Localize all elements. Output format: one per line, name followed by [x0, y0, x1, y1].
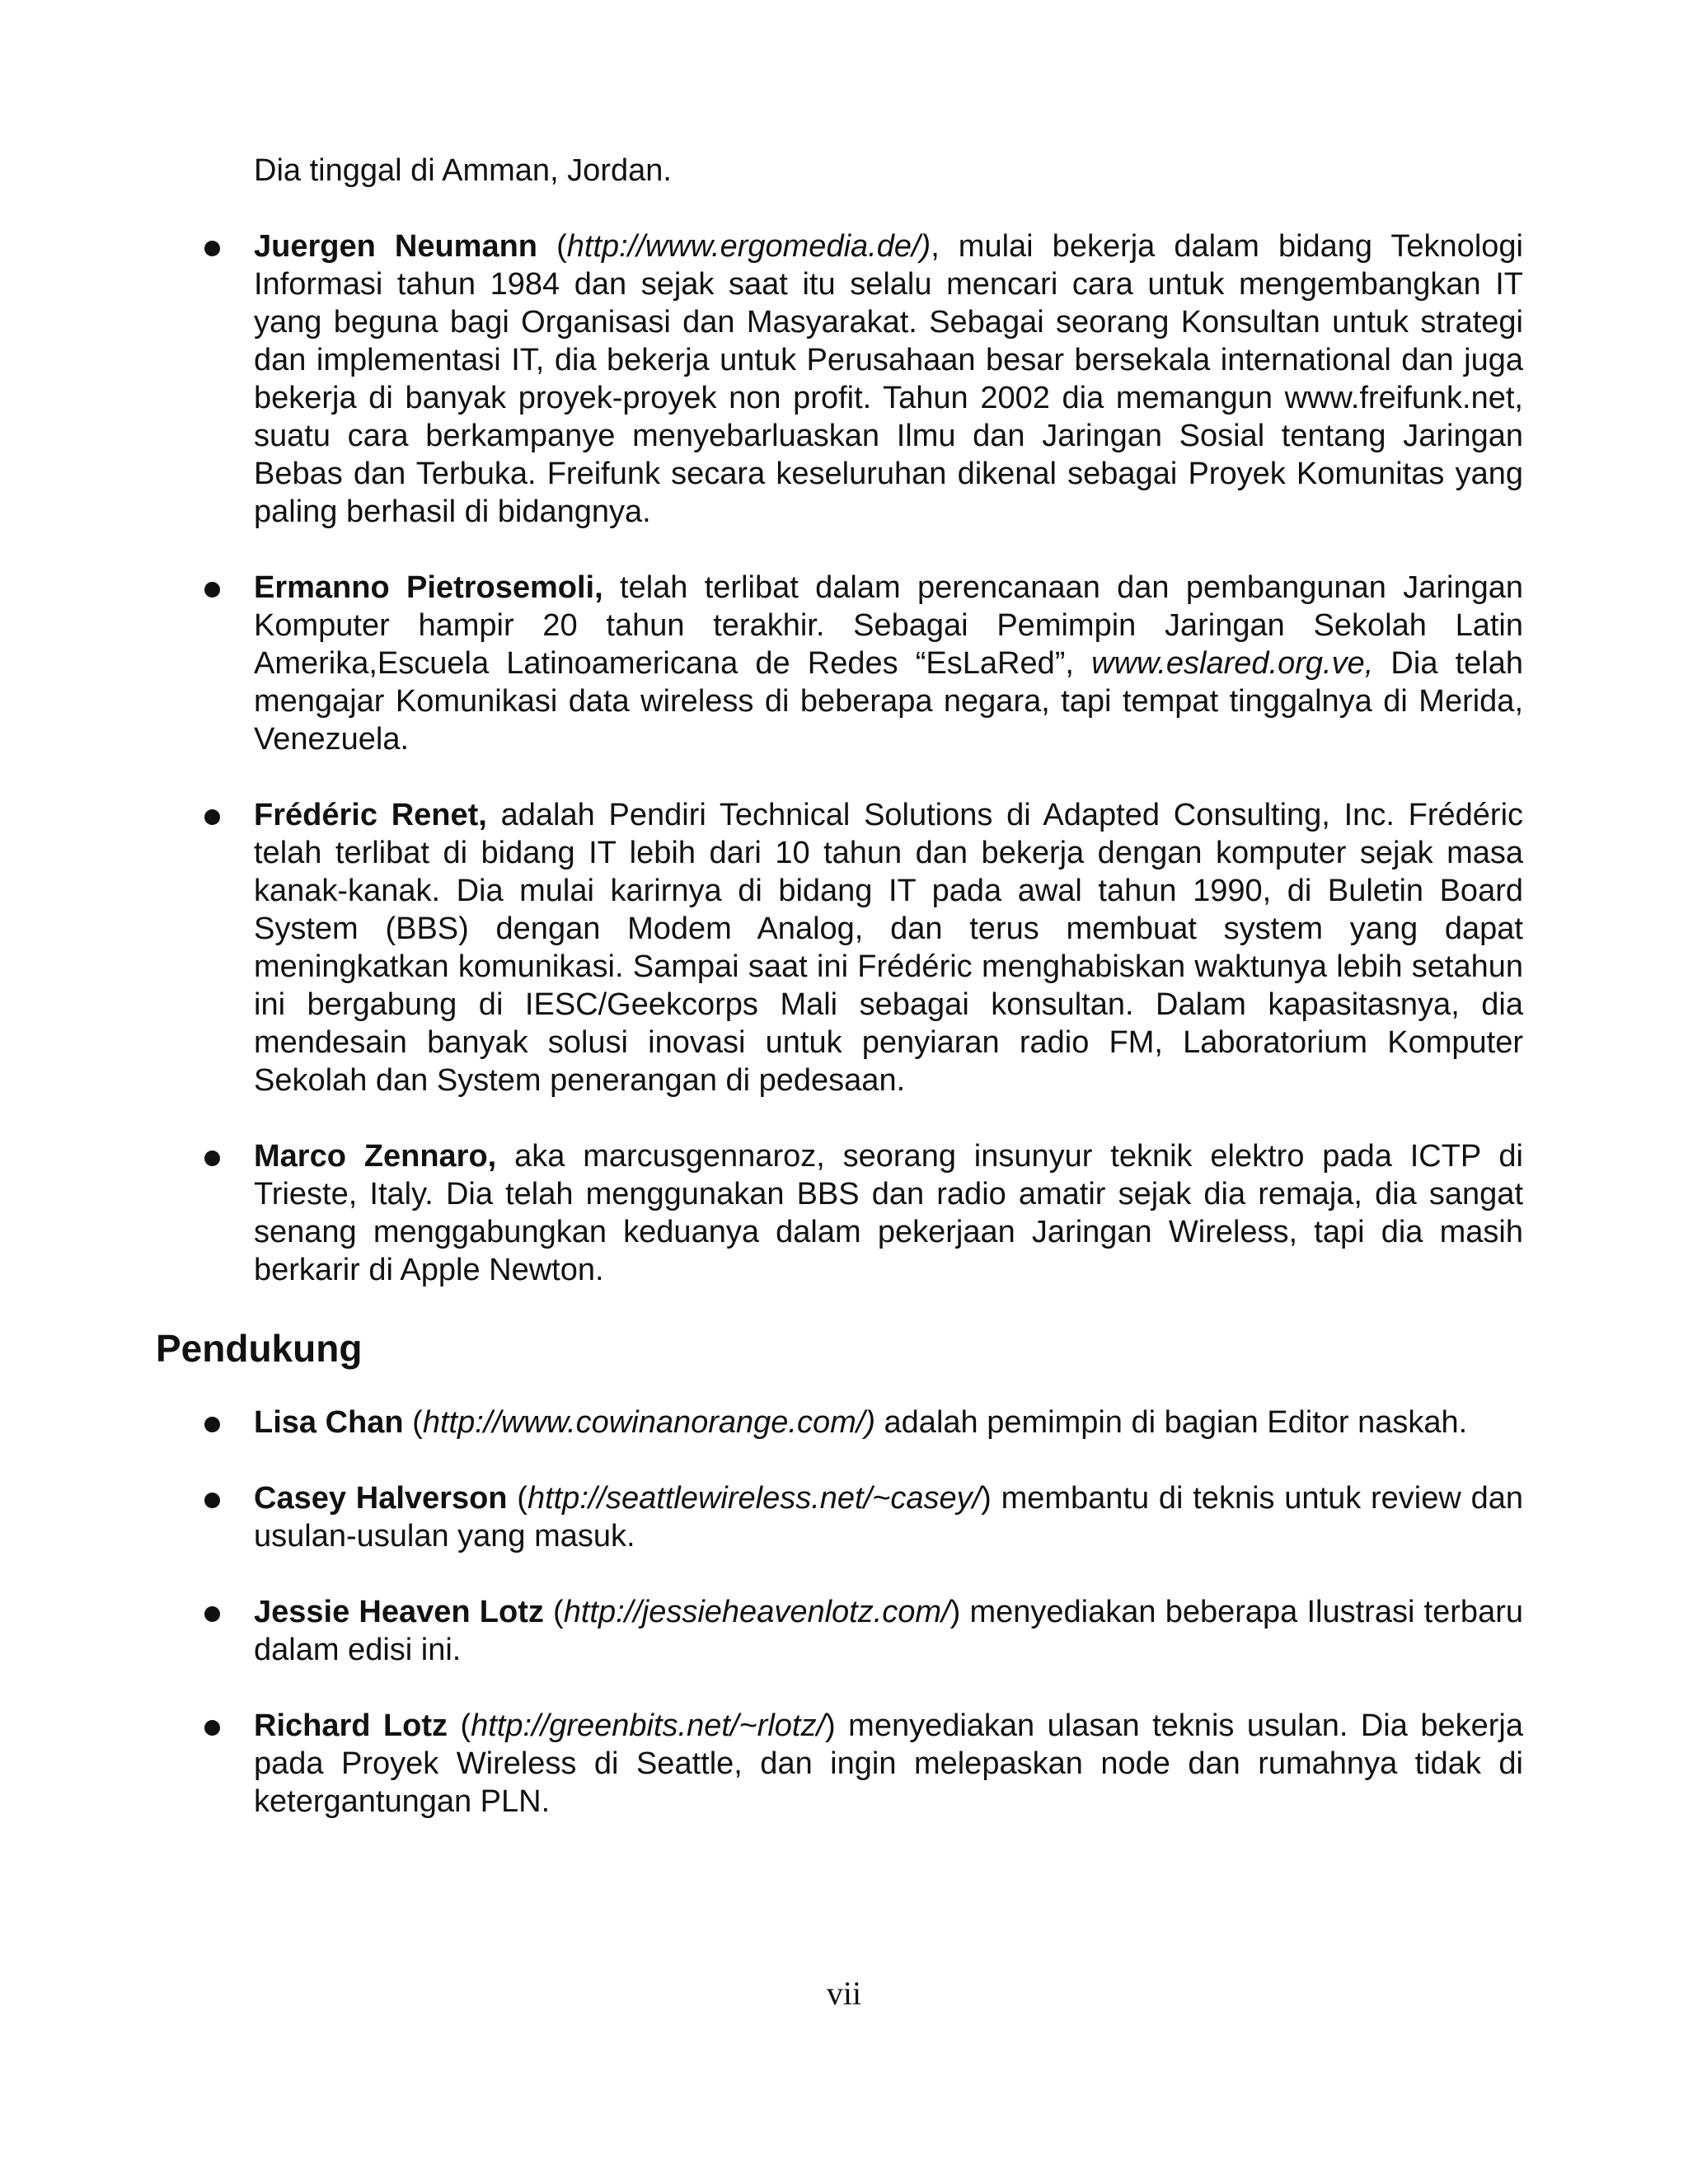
item-text-pre: ( [403, 1405, 423, 1440]
item-text-post: ) membantu di teknis untuk review dan usulan-usulan yang masuk. [254, 1481, 1523, 1554]
section-heading: Pendukung [156, 1327, 363, 1370]
list-item [0, 569, 1688, 758]
item-text-post: , mulai bekerja dalam bidang Teknologi Informasi tahun 1984 dan sejak saat itu selalu mencari cara untuk mengembangkan IT yang beguna bagi Organisasi dan Masyarakat. Sebagai seorang Konsultan untuk strategi dan implementasi IT, dia bekerja untuk Perusahaan besar bersekala international dan juga bekerja di banyak proyek-proyek non profit. Tahun 2002 dia memangun www.freifunk.net, suatu cara berkampanye menyebarluaskan Ilmu dan Jaringan Sosial tentang Jaringan Bebas dan Terbuka. Freifunk secara keseluruhan dikenal sebagai Proyek Komunitas yang paling berhasil di bidangnya. [254, 229, 1523, 529]
bullet-icon [204, 809, 220, 825]
supporters-list [0, 1404, 1688, 1858]
list-item [0, 1137, 1688, 1289]
item-text [254, 1404, 1523, 1441]
bullet-icon [204, 1720, 220, 1736]
person-name: Ermanno Pietrosemoli, [254, 570, 603, 605]
person-name: Lisa Chan [254, 1405, 404, 1440]
item-text [254, 1593, 1523, 1669]
bullet-icon [204, 1417, 220, 1432]
person-link[interactable]: http://www.cowinanorange.com/) [422, 1405, 875, 1440]
list-item [0, 1593, 1688, 1669]
person-link[interactable]: http://www.ergomedia.de/) [566, 229, 931, 264]
item-text-pre: aka marcusgennaroz, seorang insunyur teknik elektro pada ICTP di Trieste, Italy. Dia telah menggunakan BBS dan radio amatir sejak dia remaja, dia sangat senang menggabungkan keduanya dalam pekerjaan Jaringan Wireless, tapi dia masih berkarir di Apple Newton. [254, 1139, 1523, 1287]
item-text-pre: ( [537, 229, 567, 264]
person-name: Marco Zennaro, [254, 1139, 497, 1174]
bullet-icon [204, 1151, 220, 1166]
bullet-icon [204, 241, 220, 256]
bullet-icon [204, 1606, 220, 1622]
item-text-pre: ( [448, 1708, 471, 1743]
bullet-icon [204, 582, 220, 598]
person-name: Frédéric Renet, [254, 798, 487, 832]
person-name: Juergen Neumann [254, 229, 538, 264]
item-text-pre: telah terlibat dalam perencanaan dan pembangunan Jaringan Komputer hampir 20 tahun terakhir. Sebagai Pemimpin Jaringan Sekolah Latin Amerika,Escuela Latinoamericana de Redes “EsLaRed”, [254, 570, 1523, 681]
item-text-pre: ( [507, 1481, 528, 1516]
person-link[interactable]: http://greenbits.net/~rlotz/ [471, 1708, 826, 1743]
item-text [254, 796, 1523, 1099]
item-text-pre: adalah Pendiri Technical Solutions di Adapted Consulting, Inc. Frédéric telah terlibat di bidang IT lebih dari 10 tahun dan bekerja dengan komputer sejak masa kanak-kanak. Dia mulai karirnya di bidang IT pada awal tahun 1990, di Buletin Board System (BBS) dengan Modem Analog, dan terus membuat system yang dapat meningkatkan komunikasi. Sampai saat ini Frédéric menghabiskan waktunya lebih setahun ini bergabung di IESC/Geekcorps Mali sebagai konsultan. Dalam kapasitasnya, dia mendesain banyak solusi inovasi untuk penyiaran radio FM, Laboratorium Komputer Sekolah dan System penerangan di pedesaan. [254, 798, 1524, 1098]
list-item [0, 1479, 1688, 1555]
page-number: vii [826, 1975, 862, 2012]
list-item [0, 227, 1688, 531]
person-name: Richard Lotz [254, 1708, 448, 1743]
item-text-post: Dia telah mengajar Komunikasi data wireless di beberapa negara, tapi tempat tinggalnya di Merida, Venezuela. [254, 646, 1523, 757]
list-item [0, 1707, 1688, 1821]
bullet-icon [204, 1493, 220, 1508]
item-text-post: adalah pemimpin di bagian Editor naskah. [874, 1405, 1468, 1440]
item-text-post: ) menyediakan ulasan teknis usulan. Dia bekerja pada Proyek Wireless di Seattle, dan ingin melepaskan node dan rumahnya tidak di ketergantungan PLN. [254, 1708, 1523, 1819]
person-link[interactable]: www.eslared.org.ve, [1091, 646, 1374, 681]
contributors-list [0, 227, 1688, 1327]
person-name: Jessie Heaven Lotz [254, 1595, 544, 1629]
list-item [0, 1404, 1688, 1441]
item-text [254, 1479, 1523, 1555]
person-name: Casey Halverson [254, 1481, 508, 1516]
item-text-post: ) menyediakan beberapa Ilustrasi terbaru dalam edisi ini. [254, 1595, 1523, 1667]
list-item [0, 796, 1688, 1099]
item-text [254, 1707, 1523, 1821]
person-link[interactable]: http://seattlewireless.net/~casey/ [527, 1481, 982, 1516]
item-text [254, 1137, 1523, 1289]
intro-line: Dia tinggal di Amman, Jordan. [254, 153, 672, 188]
item-text [254, 227, 1523, 531]
item-text [254, 569, 1523, 758]
person-link[interactable]: http://jessieheavenlotz.com/ [563, 1595, 950, 1629]
item-text-pre: ( [543, 1595, 564, 1629]
